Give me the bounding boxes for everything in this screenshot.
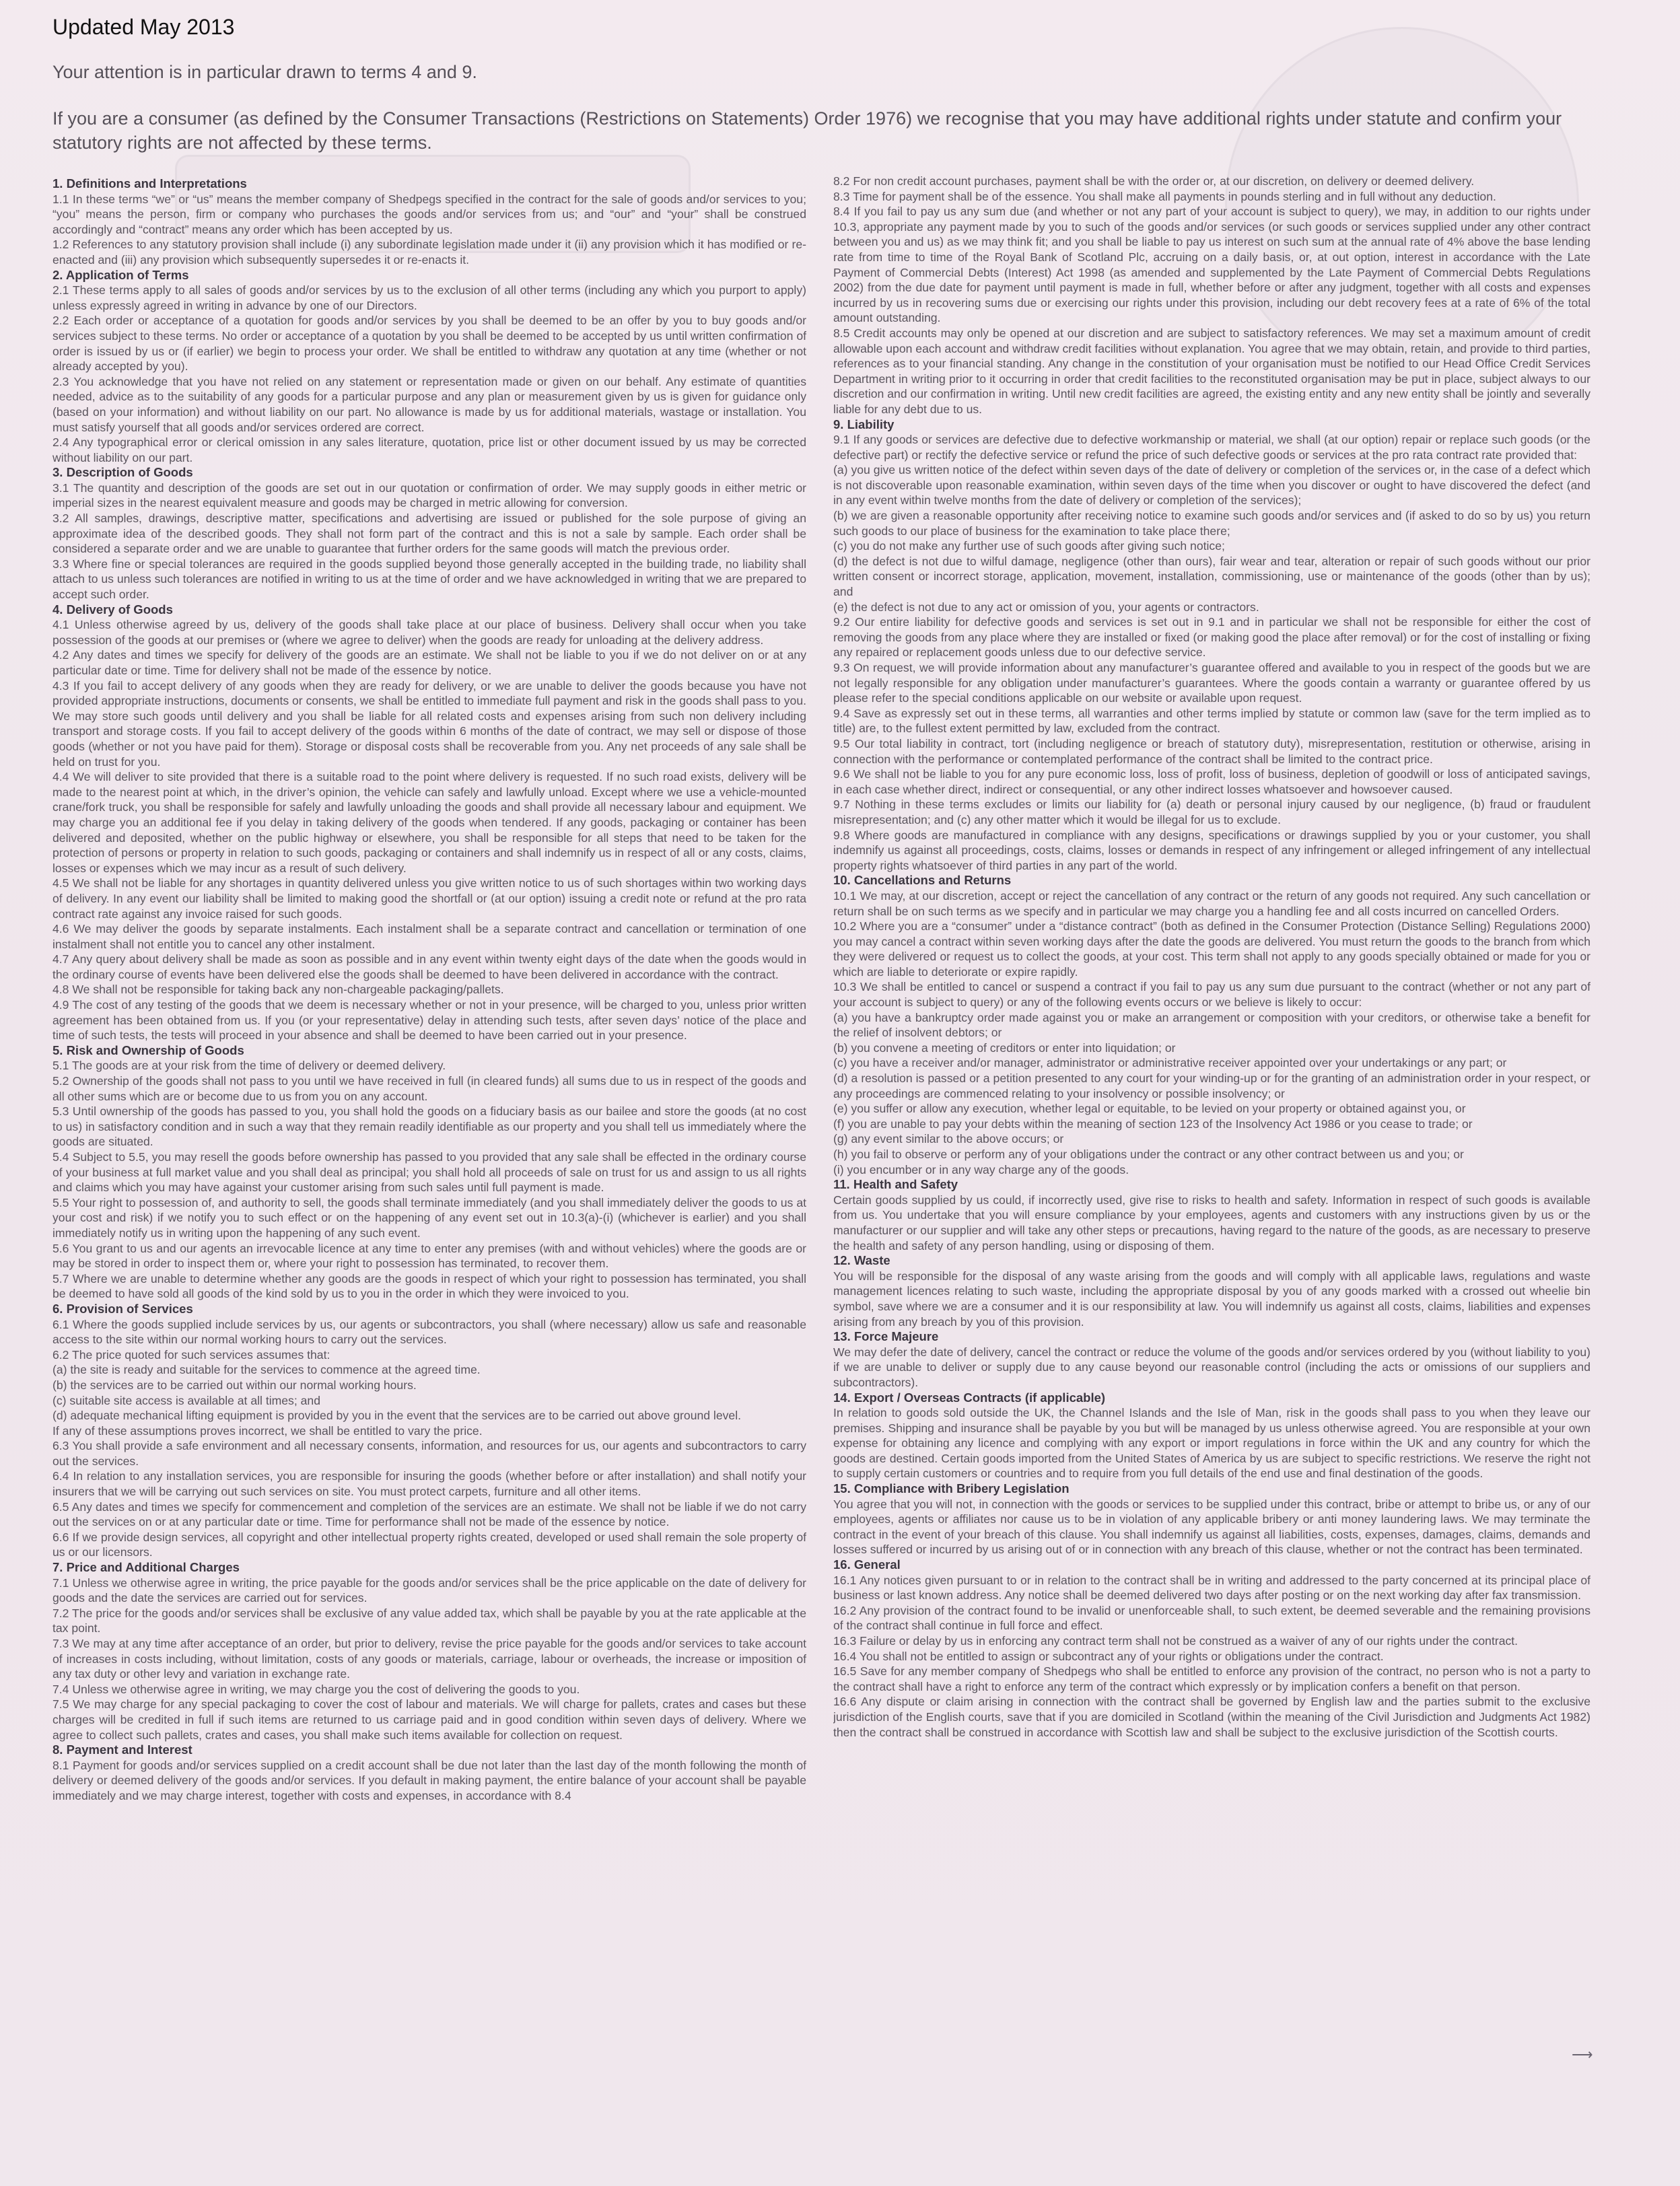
clause-paragraph: 5.5 Your right to possession of, and authority to sell, the goods shall terminate immediately (and you shall immediately deliver the goods to us at your cost and risk) if we notify you to such effect or on the happening of any event set out in 10.3(a)-(i) (whichever is earlier) and you shall immediately notify us in writing upon the happening of any such event. <box>53 1195 806 1240</box>
page-mark: ⟶ <box>1572 2046 1593 2063</box>
clause-paragraph: 16.3 Failure or delay by us in enforcing any contract term shall not be construed as a waiver of any of our rights under the contract. <box>833 1634 1518 1648</box>
section-heading: 9. Liability <box>833 417 895 431</box>
clause-paragraph: 10.1 We may, at our discretion, accept or reject the cancellation of any contract or the return of any goods not required. Any such cancellation or return shall be on such terms as we specify and in particular we may charge you a handling fee and all costs incurred on cancelled Orders. <box>833 888 1590 918</box>
clause-paragraph: 4.5 We shall not be liable for any shortages in quantity delivered unless you give written notice to us of such shortages within two working days of delivery. In any event our liability shall be limited to making good the shortfall or (at our option) issuing a credit note or refund at the pro rata contract rate against any invoice raised for such goods. <box>53 876 806 921</box>
clause-paragraph: 5.6 You grant to us and our agents an irrevocable licence at any time to enter any premises (with and without vehicles) where the goods are or may be stored in order to inspect them or, where your right to possession has terminated, to recover them. <box>53 1241 806 1271</box>
clause-paragraph: 10.3 We shall be entitled to cancel or suspend a contract if you fail to pay us any sum due pursuant to the contract (whether or not any part of your account is subject to query) or any of the following events occurs or we believe is likely to occur: <box>833 980 1590 1010</box>
clause-paragraph: You agree that you will not, in connection with the goods or services to be supplied under this contract, bribe or attempt to bribe us, or any of our employees, agents or affiliates nor cause us to be in violation of any applicable bribery or anti money laundering laws. We may terminate the contract in the event of your breach of this clause. You shall indemnify us against all liabilities, costs, expenses, damages, claims, demands and losses suffered or incurred by us arising out of or in connection with any breach of this clause, whether or not the contract has been terminated. <box>833 1497 1590 1557</box>
clause-paragraph: (d) a resolution is passed or a petition presented to any court for your winding-up or for the granting of an administration order in your respect, or any proceedings are commenced relating to your insolvency or possible insolvency; or <box>833 1071 1590 1100</box>
clause-paragraph: (i) you encumber or in any way charge any of the goods. <box>833 1162 1129 1176</box>
clause-paragraph: 10.2 Where you are a “consumer” under a “distance contract” (both as defined in the Consumer Protection (Distance Selling) Regulations 2000) you may cancel a contract within seven working days after the date the goods are delivered. You must return the goods to the branch from which they were delivered or request us to collect the goods, at your cost. This term shall not apply to any goods specially obtained or made for you or which are liable to deteriorate or expire rapidly. <box>833 919 1590 979</box>
clause-paragraph: 7.3 We may at any time after acceptance of an order, but prior to delivery, revise the price payable for the goods and/or services to take account of increases in costs including, without limitation, costs of any goods or materials, carriage, labour or overheads, the increase or imposition of any tax duty or other levy and variation in exchange rate. <box>53 1637 806 1681</box>
clause-paragraph: (d) the defect is not due to wilful damage, negligence (other than ours), fair wear and tear, alteration or repair of such goods without our prior written consent or incorrect storage, application, movement, installation, commissioning, use or maintenance of the goods (other than by us); and <box>833 554 1590 599</box>
clause-paragraph: In relation to goods sold outside the UK, the Channel Islands and the Isle of Man, risk in the goods shall pass to you when they leave our premises. Shipping and insurance shall be payable by you but will be managed by us unless otherwise agreed. You are responsible at your own expense for obtaining any licence and complying with any export or import regulations in force within the UK and any country for which the goods are destined. Certain goods imported from the United States of America by us are subject to specific restrictions. We reserve the right not to supply certain customers or countries and to require from you full details of the end use and final destination of the goods. <box>833 1406 1590 1481</box>
section-heading: 2. Application of Terms <box>53 267 189 282</box>
section-heading: 11. Health and Safety <box>833 1177 958 1192</box>
clause-paragraph: 3.2 All samples, drawings, descriptive matter, specifications and advertising are issued or published for the sole purpose of giving an approximate idea of the described goods. They shall not form part of the contract and this is not a sale by sample. Each order shall be considered a separate order and we are unable to guarantee that further orders for the same goods will match the previous order. <box>53 512 806 556</box>
terms-right-column <box>833 174 1590 2176</box>
clause-paragraph: If any of these assumptions proves incorrect, we shall be entitled to vary the price. <box>53 1423 483 1438</box>
clause-paragraph: 16.4 You shall not be entitled to assign or subcontract any of your rights or obligations under the contract. <box>833 1649 1384 1663</box>
clause-paragraph: 4.6 We may deliver the goods by separate instalments. Each instalment shall be a separate contract and cancellation or termination of one instalment shall not entitle you to cancel any other instalment. <box>53 922 806 951</box>
clause-paragraph: (h) you fail to observe or perform any of your obligations under the contract or any other contract between us and you; or <box>833 1148 1464 1161</box>
terms-left-column <box>53 176 806 2179</box>
clause-paragraph: You will be responsible for the disposal of any waste arising from the goods and will comply with all applicable laws, regulations and waste management licences relating to such waste, including the appropriate disposal by you of any goods marked with a crossed out wheelie bin symbol, save where we are a consumer and it is our responsibility at law. You will indemnify us against all costs, claims, liabilities and expenses arising from any breach by you of this provision. <box>833 1269 1590 1329</box>
clause-paragraph: 5.2 Ownership of the goods shall not pass to you until we have received in full (in cleared funds) all sums due to us in respect of the goods and all other sums which are or become due to us from you on any account. <box>53 1074 806 1103</box>
section-heading: 16. General <box>833 1557 901 1572</box>
clause-paragraph: (c) you have a receiver and/or manager, administrator or administrative receiver appointed over your undertakings or any part; or <box>833 1056 1507 1070</box>
clause-paragraph: 9.6 We shall not be liable to you for any pure economic loss, loss of profit, loss of business, depletion of goodwill or loss of anticipated savings, in each case whether direct, indirect or consequential, or any other indirect losses whatsoever and howsoever caused. <box>833 767 1590 796</box>
section-heading: 14. Export / Overseas Contracts (if applicable) <box>833 1390 1106 1405</box>
section-heading: 3. Description of Goods <box>53 465 193 480</box>
section-heading: 4. Delivery of Goods <box>53 602 173 616</box>
attention-notice: Your attention is in particular drawn to terms 4 and 9. <box>53 62 477 82</box>
clause-paragraph: 8.5 Credit accounts may only be opened at our discretion and are subject to satisfactory references. We may set a maximum amount of credit allowable upon each account and withdraw credit facilities without explanation. You agree that we may obtain, retain, and provide to third parties, references as to your financial standing. Any change in the constitution of your organisation must be notified to our Head Office Credit Services Department in writing prior to it occurring in order that credit facilities to the reconstituted organisation may be put in place, subject always to our discretion and our confirmation in writing. Until new credit facilities are agreed, the existing entity and any new entity shall be jointly and severally liable for any debt due to us. <box>833 326 1590 416</box>
clause-paragraph: 6.3 You shall provide a safe environment and all necessary consents, information, and resources for us, our agents and subcontractors to carry out the services. <box>53 1439 806 1468</box>
section-heading: 10. Cancellations and Returns <box>833 873 1012 888</box>
clause-paragraph: 6.5 Any dates and times we specify for commencement and completion of the services are an estimate. We shall not be liable if we do not carry out the services on or at any particular date or time. Time for performance shall not be made of the essence by notice. <box>53 1500 806 1529</box>
clause-paragraph: 5.1 The goods are at your risk from the time of delivery or deemed delivery. <box>53 1059 446 1073</box>
clause-paragraph: We may defer the date of delivery, cancel the contract or reduce the volume of the goods and/or services ordered by you (without liability to you) if we are unable to deliver or supply due to any cause beyond our reasonable control (including the acts or omissions of our suppliers and subcontractors). <box>833 1345 1590 1389</box>
clause-paragraph: 9.1 If any goods or services are defective due to defective workmanship or material, we shall (at our option) repair or replace such goods (or the defective part) or rectify the defective service or refund the price of such defective goods or services at the pro rata contract rate provided that: <box>833 433 1590 462</box>
clause-paragraph: 2.2 Each order or acceptance of a quotation for goods and/or services by you shall be deemed to be an offer by you to buy goods and/or services subject to these terms. No order or acceptance of a quotation by you shall be deemed to be accepted by us until written confirmation of order is issued by us or (if earlier) we begin to process your order. We shall be entitled to withdraw any quotation at any time (whether or not already accepted by you). <box>53 314 806 374</box>
section-heading: 6. Provision of Services <box>53 1301 193 1316</box>
clause-paragraph: (c) suitable site access is available at all times; and <box>53 1393 320 1407</box>
clause-paragraph: 9.4 Save as expressly set out in these terms, all warranties and other terms implied by statute or common law (save for the term implied as to title) are, to the fullest extent permitted by law, excluded from the contract. <box>833 706 1590 736</box>
clause-paragraph: 2.3 You acknowledge that you have not relied on any statement or representation made or given on our behalf. Any estimate of quantities needed, advice as to the suitability of any goods for a particular purpose and any plan or measurement given by us is given for guidance only (based on your information) and without liability on our part. No allowance is made by us for additional materials, wastage or installation. You must satisfy yourself that all goods and/or services ordered are correct. <box>53 374 806 434</box>
clause-paragraph: (f) you are unable to pay your debts within the meaning of section 123 of the Insolvency Act 1986 or you cease to trade; or <box>833 1117 1473 1131</box>
clause-paragraph: 8.2 For non credit account purchases, payment shall be with the order or, at our discretion, on delivery or deemed delivery. <box>833 174 1475 188</box>
clause-paragraph: 9.3 On request, we will provide information about any manufacturer’s guarantee offered and available to you in respect of the goods but we are not legally responsible for any obligation under manufacturer’s guarantees. Where the goods contain a warranty or guarantee offered by us please refer to the special conditions applicable on our website or available upon request. <box>833 661 1590 705</box>
clause-paragraph: (a) you give us written notice of the defect within seven days of the date of delivery or completion of the services or, in the case of a defect which is not discoverable upon reasonable examination, within seven days of the time when you discover or ought to have discovered the defect (and in any event within twelve months from the date of delivery or completion of the services); <box>833 463 1590 507</box>
clause-paragraph: (e) you suffer or allow any execution, whether legal or equitable, to be levied on your property or obtained against you, or <box>833 1102 1466 1116</box>
clause-paragraph: 16.1 Any notices given pursuant to or in relation to the contract shall be in writing and addressed to the party concerned at its principal place of business or last known address. Any notice shall be deemed delivered two days after posting or on the next working day after fax transmission. <box>833 1573 1590 1602</box>
clause-paragraph: 16.6 Any dispute or claim arising in connection with the contract shall be governed by English law and the parties submit to the exclusive jurisdiction of the English courts, save that if you are domiciled in Scotland (within the meaning of the Civil Jurisdiction and Judgments Act 1982) then the contract shall be construed in accordance with Scottish law and shall be subject to the exclusive jurisdiction of the Scottish courts. <box>833 1695 1590 1739</box>
clause-paragraph: 5.7 Where we are unable to determine whether any goods are the goods in respect of which your right to possession has terminated, you shall be deemed to have sold all goods of the kind sold by us to you in the order in which they were invoiced to you. <box>53 1271 806 1301</box>
clause-paragraph: 7.1 Unless we otherwise agree in writing, the price payable for the goods and/or services shall be the price applicable on the date of delivery for goods and the date the services are carried out for services. <box>53 1576 806 1605</box>
section-heading: 13. Force Majeure <box>833 1329 939 1344</box>
section-heading: 8. Payment and Interest <box>53 1742 193 1757</box>
clause-paragraph: 7.4 Unless we otherwise agree in writing, we may charge you the cost of delivering the goods to you. <box>53 1682 580 1696</box>
clause-paragraph: 6.4 In relation to any installation services, you are responsible for insuring the goods (whether before or after installation) and shall notify your insurers that we will be carrying out such services on site. You must protect carpets, furniture and all other items. <box>53 1469 806 1499</box>
section-heading: 1. Definitions and Interpretations <box>53 176 247 190</box>
clause-paragraph: 5.4 Subject to 5.5, you may resell the goods before ownership has passed to you provided that any sale shall be effected in the ordinary course of your business at full market value and you shall deal as principal; you shall hold all proceeds of sale on trust for us and assign to us all rights and claims which you may have against your customer arising from such sales until full payment is made. <box>53 1150 806 1195</box>
clause-paragraph: 7.2 The price for the goods and/or services shall be exclusive of any value added tax, which shall be payable by you at the rate applicable at the tax point. <box>53 1606 806 1635</box>
clause-paragraph: 4.3 If you fail to accept delivery of any goods when they are ready for delivery, or we are unable to deliver the goods because you have not provided appropriate instructions, documents or consents, we shall be entitled to immediate full payment and risk in the goods shall pass to you. We may store such goods until delivery and you shall be liable for all related costs and expenses arising from such non delivery including transport and storage costs. If you fail to accept delivery of the goods within 6 months of the date of contract, we may sell or dispose of those goods (whether or not you have paid for them). Storage or disposal costs shall be recoverable from you. Any net proceeds of any sale shall be held on trust for you. <box>53 678 806 769</box>
clause-paragraph: 16.2 Any provision of the contract found to be invalid or unenforceable shall, to such extent, be deemed severable and the remaining provisions of the contract shall continue in full force and effect. <box>833 1603 1590 1633</box>
clause-paragraph: 4.1 Unless otherwise agreed by us, delivery of the goods shall take place at our place of business. Delivery shall occur when you take possession of the goods at our premises or (where we agree to deliver) when the goods are ready for unloading at the delivery address. <box>53 618 806 647</box>
clause-paragraph: 4.2 Any dates and times we specify for delivery of the goods are an estimate. We shall not be liable to you if we do not deliver on or at any particular date or time. Time for delivery shall not be made of the essence by notice. <box>53 648 806 677</box>
clause-paragraph: 2.1 These terms apply to all sales of goods and/or services by us to the exclusion of all other terms (including any which you purport to apply) unless expressly agreed in writing in advance by one of our Directors. <box>53 283 806 312</box>
clause-paragraph: (g) any event similar to the above occurs; or <box>833 1132 1064 1146</box>
clause-paragraph: (c) you do not make any further use of such goods after giving such notice; <box>833 539 1225 553</box>
clause-paragraph: 9.5 Our total liability in contract, tort (including negligence or breach of statutory duty), misrepresentation, restitution or otherwise, arising in connection with the performance or contemplated performance of the contract shall be limited to the contract price. <box>833 736 1590 766</box>
clause-paragraph: 8.3 Time for payment shall be of the essence. You shall make all payments in pounds sterling and in full without any deduction. <box>833 189 1496 203</box>
clause-paragraph: 1.1 In these terms “we” or “us” means the member company of Shedpegs specified in the contract for the sale of goods and/or services to you; “you” means the person, firm or company who purchases the goods and/or services from us; and “our” and “your” shall be construed accordingly and “contract” means any order which has been accepted by us. <box>53 192 806 236</box>
clause-paragraph: 2.4 Any typographical error or clerical omission in any sales literature, quotation, price list or other document issued by us may be corrected without liability on our part. <box>53 435 806 464</box>
clause-paragraph: (e) the defect is not due to any act or omission of you, your agents or contractors. <box>833 600 1259 614</box>
section-heading: 12. Waste <box>833 1253 890 1268</box>
clause-paragraph: (b) the services are to be carried out within our normal working hours. <box>53 1378 417 1392</box>
clause-paragraph: 6.2 The price quoted for such services assumes that: <box>53 1347 330 1362</box>
clause-paragraph: 4.7 Any query about delivery shall be made as soon as possible and in any event within twenty eight days of the date when the goods would in the ordinary course of events have been delivered else the goods shall be deemed to have been delivered in accordance with the contract. <box>53 952 806 981</box>
clause-paragraph: 3.1 The quantity and description of the goods are set out in our quotation or confirmation of order. We may supply goods in either metric or imperial sizes in the nearest equivalent measure and goods may be charged in metric allowing for conversion. <box>53 481 806 510</box>
clause-paragraph: 8.4 If you fail to pay us any sum due (and whether or not any part of your account is subject to query), we may, in addition to our rights under 10.3, appropriate any payment made by you to such of the goods and/or services (or such goods or services supplied under any other contract between you and us) as we may think fit; and you shall be liable to pay us interest on such sum at the annual rate of 4% above the base lending rate from time to time of the Royal Bank of Scotland Plc, accruing on a daily basis, or, at out option, interest in accordance with the Late Payment of Commercial Debts (Interest) Act 1998 (as amended and supplemented by the Late Payment of Commercial Debts Regulations 2002) from the due date for payment until payment is made in full, whether before or after any judgment, together with all costs and expenses incurred by us in recovering sums due or exercising our rights under this provision, including our debt recovery fees at a rate of 6% of the total amount outstanding. <box>833 205 1590 325</box>
clause-paragraph: (d) adequate mechanical lifting equipment is provided by you in the event that the services are to be carried out above ground level. <box>53 1409 742 1423</box>
updated-date-heading: Updated May 2013 <box>53 15 235 39</box>
section-heading: 15. Compliance with Bribery Legislation <box>833 1481 1070 1496</box>
consumer-rights-notice: If you are a consumer (as defined by the Consumer Transactions (Restrictions on Statements) Order 1976) we recognise that you may have additional rights under statute and confirm your statutory rights are not affected by these terms. <box>53 108 1562 153</box>
clause-paragraph: 7.5 We may charge for any special packaging to cover the cost of labour and materials. We will charge for pallets, crates and cases but these charges will be credited in full if such items are returned to us carriage paid and in good condition within seven days of delivery. Where we agree to collect such pallets, crates and cases, you shall make such items available for collection on request. <box>53 1697 806 1742</box>
clause-paragraph: 8.1 Payment for goods and/or services supplied on a credit account shall be due not later than the last day of the month following the month of delivery or deemed delivery of the goods and/or services. If you default in making payment, the entire balance of your account shall be payable immediately and we may charge interest, together with costs and expenses, in accordance with 8.4 <box>53 1758 806 1802</box>
clause-paragraph: 5.3 Until ownership of the goods has passed to you, you shall hold the goods on a fiduciary basis as our bailee and store the goods (at no cost to us) in satisfactory condition and in such a way that they remain readily identifiable as our property and you shall tell us immediately where the goods are situated. <box>53 1104 806 1149</box>
clause-paragraph: 1.2 References to any statutory provision shall include (i) any subordinate legislation made under it (ii) any provision which it has modified or re-enacted and (iii) any provision which subsequently supersedes it or re-enacts it. <box>53 238 806 267</box>
section-heading: 5. Risk and Ownership of Goods <box>53 1043 244 1057</box>
clause-paragraph: (b) you convene a meeting of creditors or enter into liquidation; or <box>833 1041 1176 1055</box>
clause-paragraph: 4.4 We will deliver to site provided that there is a suitable road to the point where delivery is requested. If no such road exists, delivery will be made to the nearest point at which, in the driver’s opinion, the vehicle can safely and lawfully unload. Except where we use a vehicle-mounted crane/fork truck, you shall be responsible for safely and lawfully unloading the goods and shall provide all necessary labour and equipment. We may charge you an additional fee if you delay in taking delivery of the goods when tendered. If any goods, packaging or container has been delivered and deposited, whether on the public highway or elsewhere, you shall be responsible for all steps that need to be taken for the protection of persons or property in relation to such goods, packaging or containers and shall indemnify us in respect of all or any costs, claims, losses or expenses which we may incur as a result of such delivery. <box>53 770 806 875</box>
clause-paragraph: 3.3 Where fine or special tolerances are required in the goods supplied beyond those generally accepted in the building trade, no liability shall attach to us unless such tolerances are notified in writing to us at the time of order and we have acknowledged in writing that we are prepared to accept such order. <box>53 557 806 602</box>
clause-paragraph: 6.6 If we provide design services, all copyright and other intellectual property rights created, developed or used shall remain the sole property of us or our licensors. <box>53 1530 806 1559</box>
clause-paragraph: 4.8 We shall not be responsible for taking back any non-chargeable packaging/pallets. <box>53 983 504 997</box>
clause-paragraph: 9.2 Our entire liability for defective goods and services is set out in 9.1 and in particular we shall not be responsible for either the cost of removing the goods from any place where they are installed or fixed (or making good the place after removal) or for the cost of installing or fixing any repaired or replacement goods unless due to our defective service. <box>833 615 1590 660</box>
clause-paragraph: 4.9 The cost of any testing of the goods that we deem is necessary whether or not in your presence, will be charged to you, unless prior written agreement has been obtained from us. If you (or your representative) delay in attending such tests, after seven days’ notice of the place and time of such tests, the tests will proceed in your absence and shall be deemed to have been carried out in your presence. <box>53 998 806 1043</box>
clause-paragraph: 6.1 Where the goods supplied include services by us, our agents or subcontractors, you shall (where necessary) allow us safe and reasonable access to the site within our normal working hours to carry out the services. <box>53 1317 806 1347</box>
section-heading: 7. Price and Additional Charges <box>53 1560 240 1575</box>
clause-paragraph: 9.7 Nothing in these terms excludes or limits our liability for (a) death or personal injury caused by our negligence, (b) fraud or fraudulent misrepresentation; and (c) any other matter which it would be illegal for us to exclude. <box>833 798 1590 826</box>
clause-paragraph: 9.8 Where goods are manufactured in compliance with any designs, specifications or drawings supplied by you or your customer, you shall indemnify us against all proceedings, costs, claims, losses or demands in respect of any infringement or alleged infringement of any intellectual property rights whatsoever of third parties in any part of the world. <box>833 828 1590 872</box>
clause-paragraph: Certain goods supplied by us could, if incorrectly used, give rise to risks to health and safety. Information in respect of such goods is available from us. You undertake that you will ensure compliance by your employees, agents and customers with any instructions given by us or the manufacturer or our supplier and will take any other steps or precautions, having regard to the nature of the goods, as are necessary to preserve the health and safety of any person handling, using or disposing of them. <box>833 1193 1590 1253</box>
clause-paragraph: (b) we are given a reasonable opportunity after receiving notice to examine such goods and/or services and (if asked to do so by us) you return such goods to our place of business for the examination to take place there; <box>833 509 1590 538</box>
clause-paragraph: 16.5 Save for any member company of Shedpegs who shall be entitled to enforce any provision of the contract, no person who is not a party to the contract shall have a right to enforce any term of the contract which expressly or by implication confers a benefit on that person. <box>833 1664 1590 1693</box>
clause-paragraph: (a) the site is ready and suitable for the services to commence at the agreed time. <box>53 1363 481 1377</box>
clause-paragraph: (a) you have a bankruptcy order made against you or make an arrangement or composition with your creditors, or otherwise take a benefit for the relief of insolvent debtors; or <box>833 1010 1590 1040</box>
